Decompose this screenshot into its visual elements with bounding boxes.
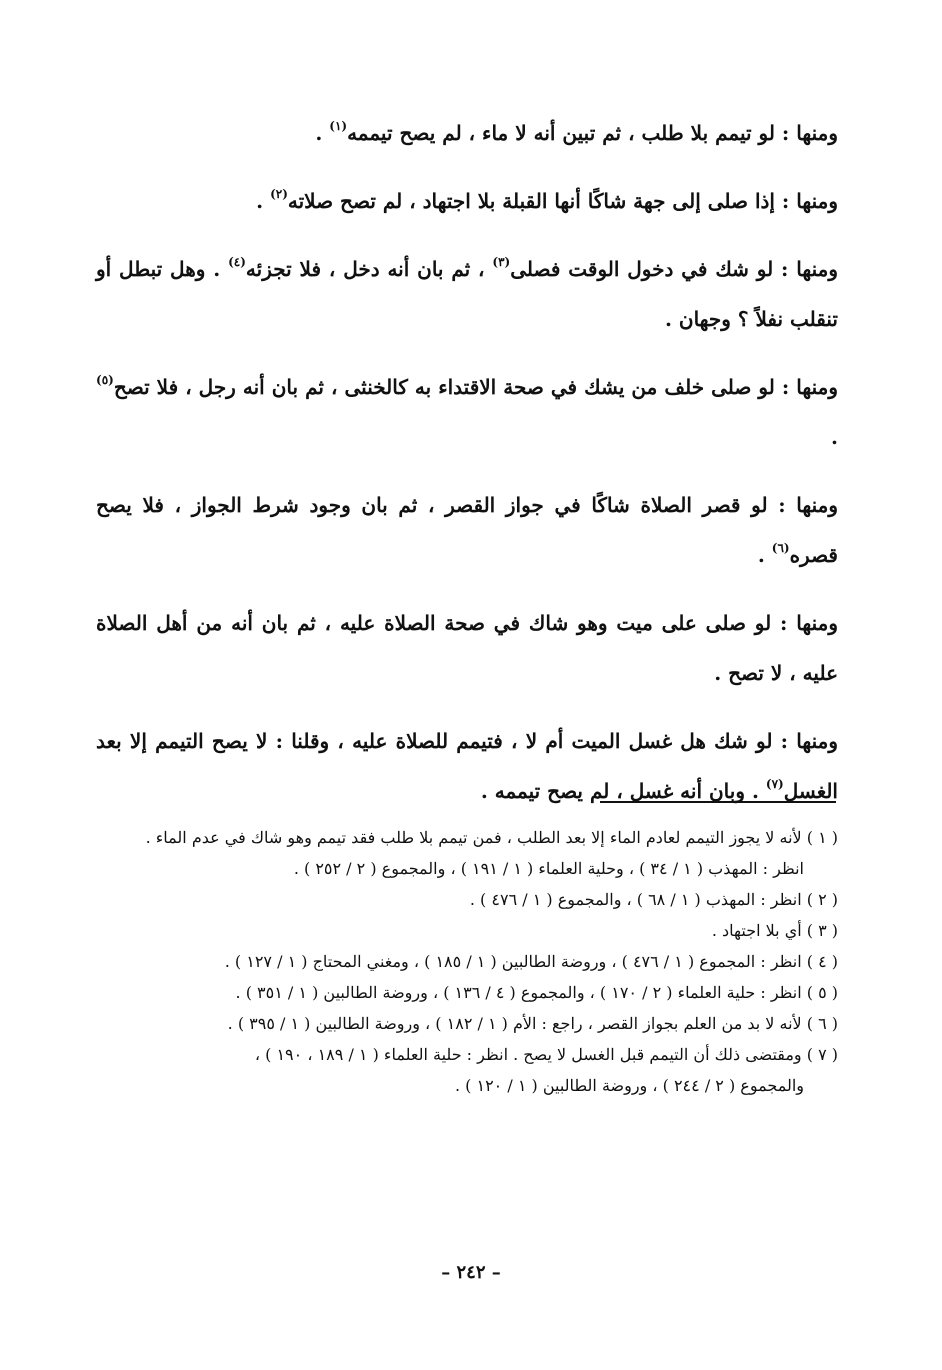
paragraph-tail: . (256, 189, 271, 213)
paragraph-6 (96, 598, 838, 698)
paragraph-3 (96, 244, 838, 344)
footnotes (98, 822, 838, 1101)
footnote-6: ( ٦ ) لأنه لا بد من العلم بجواز القصر ، راجع : الأم ( ١ / ١٨٢ ) ، وروضة الطالبين ( ١ / ٣٩٥ ) . (227, 1014, 838, 1033)
footnote-1-continuation: انظر : المهذب ( ١ / ٣٤ ) ، وحلية العلماء ( ١ / ١٩١ ) ، والمجموع ( ٢ / ٢٥٢ ) . (293, 859, 804, 878)
paragraph-tail: . (315, 121, 330, 145)
paragraph-text: ومنها : لو شك هل غسل الميت أم لا ، فتيمم للصلاة عليه ، وقلنا : لا يصح التيمم إلا بعد الغسل (96, 729, 838, 803)
paragraph-tail: . (757, 543, 772, 567)
paragraph-5 (96, 480, 838, 580)
footnote-7-continuation: والمجموع ( ٢ / ٢٤٤ ) ، وروضة الطالبين ( ١ / ١٢٠ ) . (454, 1076, 804, 1095)
footnote-2: ( ٢ ) انظر : المهذب ( ١ / ٦٨ ) ، والمجموع ( ١ / ٤٧٦ ) . (469, 890, 838, 909)
paragraph-text: ومنها : لو قصر الصلاة شاكًا في جواز القصر ، ثم بان وجود شرط الجواز ، فلا يصح قصره (96, 493, 838, 567)
footnote-ref-7[interactable]: (٧) (765, 777, 784, 791)
footnote-ref-4[interactable]: (٤) (228, 255, 246, 269)
page-number: – ٢٤٢ – (441, 1262, 501, 1283)
footnote-7: ( ٧ ) ومقتضى ذلك أن التيمم قبل الغسل لا يصح . انظر : حلية العلماء ( ١ / ١٨٩ ، ١٩٠ ) ، (254, 1045, 838, 1064)
main-text (96, 108, 838, 834)
footnote-4: ( ٤ ) انظر : المجموع ( ١ / ٤٧٦ ) ، وروضة الطالبين ( ١ / ١٨٥ ) ، ومغني المحتاج ( ١ / ١٢٧ ) . (224, 952, 838, 971)
footnote-5: ( ٥ ) انظر : حلية العلماء ( ٢ / ١٧٠ ) ، والمجموع ( ٤ / ١٣٦ ) ، وروضة الطالبين ( ١ / ٣٥١ ) . (235, 983, 838, 1002)
paragraph-mid: ، ثم بان أنه دخل ، فلا تجزئه (245, 257, 493, 281)
paragraph-text: ومنها : لو تيمم بلا طلب ، ثم تبين أنه لا ماء ، لم يصح تيممه (347, 121, 838, 145)
paragraph-text: ومنها : لو صلى على ميت وهو شاك في صحة الصلاة عليه ، ثم بان أنه من أهل الصلاة عليه ، لا تصح . (96, 611, 838, 685)
paragraph-tail: . وهل تبطل أو تنقلب نفلاً ؟ وجهان . (96, 257, 838, 331)
footnote-ref-2[interactable]: (٢) (270, 187, 288, 201)
paragraph-tail: . (831, 425, 838, 449)
paragraph-text: ومنها : لو شك في دخول الوقت فصلى (510, 257, 839, 281)
footnote-ref-5[interactable]: (٥) (96, 373, 114, 387)
footnote-1: ( ١ ) لأنه لا يجوز التيمم لعادم الماء إلا بعد الطلب ، فمن تيمم بلا طلب فقد تيمم وهو شاك في عدم الماء . (145, 828, 838, 847)
footnote-ref-3[interactable]: (٣) (492, 255, 511, 269)
paragraph-text: ومنها : لو صلى خلف من يشك في صحة الاقتداء به كالخنثى ، ثم بان أنه رجل ، فلا تصح (113, 375, 838, 399)
paragraph-tail: . وبان أنه غسل ، لم يصح تيممه . (480, 779, 766, 803)
footnote-3: ( ٣ ) أي بلا اجتهاد . (711, 921, 838, 940)
footnote-ref-1[interactable]: (١) (329, 119, 348, 133)
footnote-ref-6[interactable]: (٦) (771, 541, 790, 555)
paragraph-2 (96, 176, 838, 226)
paragraph-1 (96, 108, 838, 158)
paragraph-4 (96, 362, 838, 462)
paragraph-text: ومنها : إذا صلى إلى جهة شاكًا أنها القبلة بلا اجتهاد ، لم تصح صلاته (287, 189, 838, 213)
footnote-divider (600, 801, 836, 803)
